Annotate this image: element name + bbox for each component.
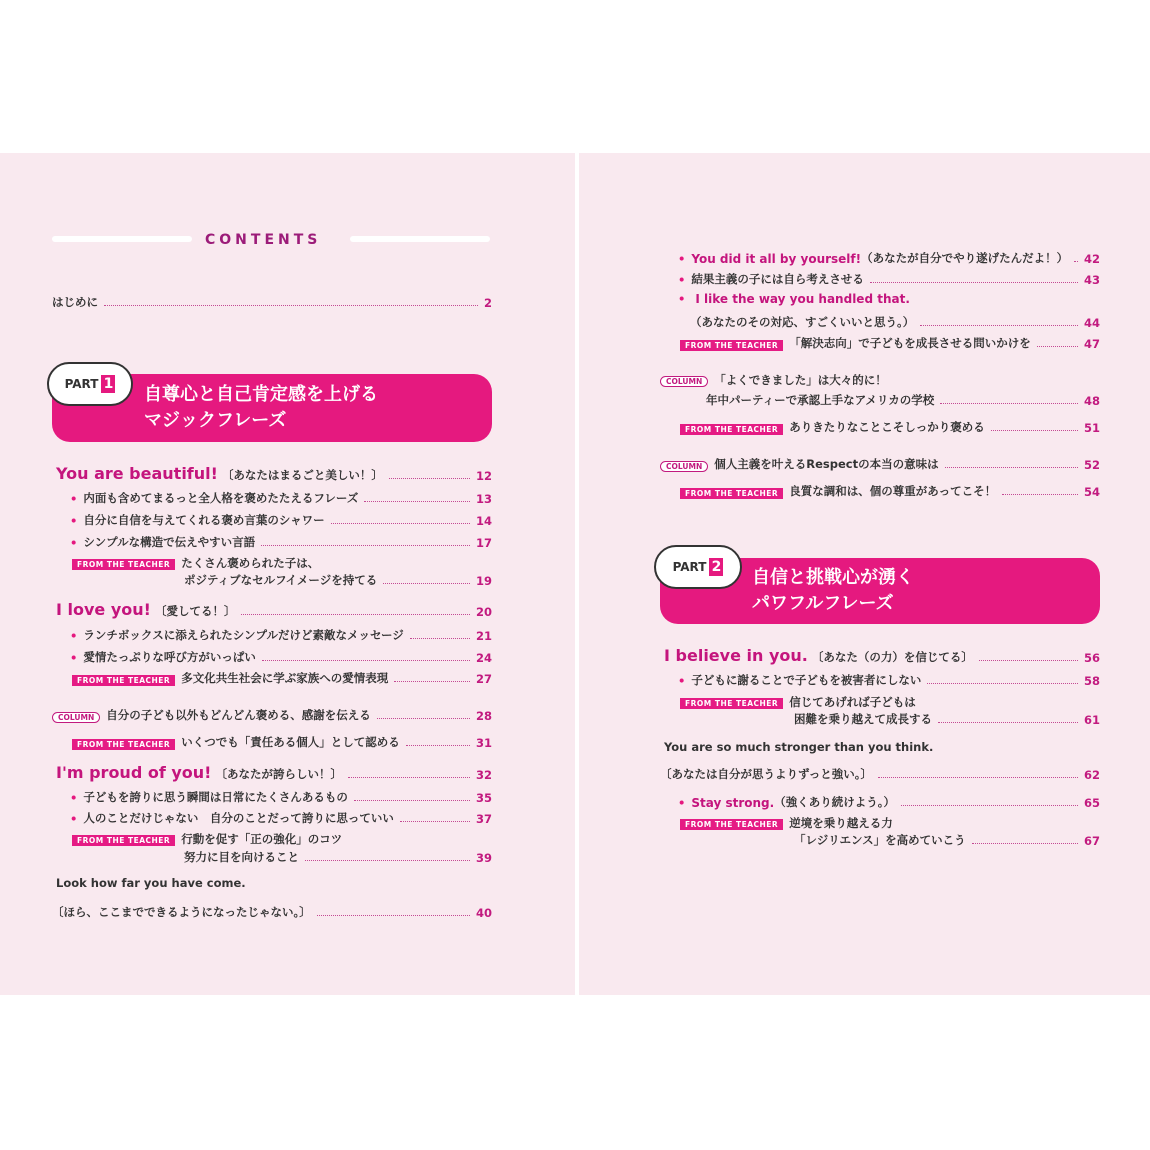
leader-dots: [354, 800, 470, 801]
page-number: 58: [1083, 674, 1100, 688]
toc-item-continued[interactable]: [52, 904, 492, 920]
leader-dots: [317, 915, 470, 916]
page-number: 2: [483, 296, 492, 310]
leader-dots: [972, 843, 1078, 844]
entry-text: • ランチボックスに添えられたシンプルだけど素敵なメッセージ: [83, 628, 404, 642]
entry-text: • 内面も含めてまるっと全人格を褒めたたえるフレーズ: [83, 491, 359, 505]
page-number: 19: [475, 574, 492, 588]
entry-text: たくさん褒められた子は、: [181, 556, 320, 570]
page-number: 43: [1083, 273, 1100, 287]
section-japanese: 〔あなたはまるごと美しい！〕: [221, 468, 383, 482]
toc-item-continued[interactable]: [690, 314, 1100, 330]
section-english: You are beautiful!: [56, 464, 218, 483]
section-english: I believe in you.: [664, 646, 808, 665]
from-teacher-tag: FROM THE TEACHER: [680, 698, 783, 709]
page-number: 21: [475, 629, 492, 643]
part1-speech-bubble: [47, 362, 133, 406]
from-teacher-entry[interactable]: [680, 815, 893, 831]
page-number: 13: [475, 492, 492, 506]
toc-section-so-much-stronger[interactable]: You are so much stronger than you think.: [664, 740, 934, 754]
from-teacher-tag: FROM THE TEACHER: [680, 488, 783, 499]
leader-dots: [331, 523, 470, 524]
leader-dots: [104, 305, 478, 306]
page-number: 28: [475, 709, 492, 723]
entry-text: 「よくできました」は大々的に！: [714, 373, 887, 387]
toc-item[interactable]: [70, 627, 492, 643]
page-number: 14: [475, 514, 492, 528]
entry-text: はじめに: [52, 295, 98, 309]
entry-text: 良質な調和は、個の尊重があってこそ！: [789, 484, 997, 498]
from-teacher-entry[interactable]: [72, 555, 319, 571]
page-number: 56: [1083, 651, 1100, 665]
entry-text: • 子どもを誇りに思う瞬間は日常にたくさんあるもの: [83, 790, 348, 804]
column-tag: COLUMN: [52, 712, 100, 723]
leader-dots: [383, 583, 470, 584]
section-japanese: 〔あなたが誇らしい！〕: [215, 767, 342, 781]
leader-dots: [389, 478, 470, 479]
toc-item[interactable]: [678, 672, 1100, 688]
part-label: PART: [64, 377, 99, 391]
from-teacher-entry[interactable]: [680, 335, 1100, 351]
toc-item-continued[interactable]: [184, 849, 492, 865]
page-number: 47: [1083, 337, 1100, 351]
leader-dots: [1037, 346, 1078, 347]
part-title-line1: 自信と挑戦心が湧く: [752, 567, 914, 588]
leader-dots: [870, 282, 1078, 283]
leader-dots: [406, 745, 470, 746]
section-japanese: 〔愛してる！〕: [154, 604, 236, 618]
toc-section-i-love-you[interactable]: [56, 600, 492, 619]
toc-item[interactable]: [70, 789, 492, 805]
page-number: 65: [1083, 796, 1100, 810]
leader-dots: [945, 467, 1078, 468]
entry-text: 逆境を乗り越える力: [789, 816, 893, 830]
leader-dots: [1002, 494, 1078, 495]
part2-speech-bubble: [654, 545, 742, 589]
leader-dots: [938, 722, 1078, 723]
leader-dots: [940, 403, 1078, 404]
entry-text: 自分の子ども以外もどんどん褒める、感謝を伝える: [106, 708, 371, 722]
entry-text: いくつでも「責任ある個人」として認める: [181, 735, 400, 749]
toc-item-continued[interactable]: [794, 832, 1100, 848]
toc-entry-intro[interactable]: [52, 294, 492, 310]
column-tag: COLUMN: [660, 461, 708, 472]
entry-text: 多文化共生社会に学ぶ家族への愛情表現: [181, 671, 389, 685]
toc-item-continued[interactable]: [184, 572, 492, 588]
column-entry[interactable]: [660, 456, 1100, 472]
from-teacher-tag: FROM THE TEACHER: [72, 559, 175, 570]
entry-text: 〔あなたは自分が思うよりずっと強い。〕: [660, 767, 873, 781]
toc-item[interactable]: [70, 512, 492, 528]
entry-text: • 自分に自信を与えてくれる褒め言葉のシャワー: [83, 513, 325, 527]
from-teacher-tag: FROM THE TEACHER: [72, 835, 175, 846]
toc-item[interactable]: [70, 490, 492, 506]
leader-dots: [991, 430, 1078, 431]
toc-item-continued[interactable]: [660, 766, 1100, 782]
leader-dots: [927, 683, 1078, 684]
page-number: 52: [1083, 458, 1100, 472]
leader-dots: [878, 777, 1078, 778]
column-entry[interactable]: [660, 372, 887, 388]
leader-dots: [262, 660, 470, 661]
from-teacher-entry[interactable]: [72, 831, 342, 847]
entry-english: • Stay strong.: [691, 796, 775, 810]
entry-text: （あなたのその対応、すごくいいと思う。）: [690, 315, 915, 329]
page-number: 62: [1083, 768, 1100, 782]
entry-text: ありきたりなことこそしっかり褒める: [789, 420, 985, 434]
page-number: 35: [475, 791, 492, 805]
leader-dots: [410, 638, 470, 639]
from-teacher-entry[interactable]: [680, 483, 1100, 499]
from-teacher-tag: FROM THE TEACHER: [680, 424, 783, 435]
from-teacher-tag: FROM THE TEACHER: [680, 340, 783, 351]
toc-section-you-are-beautiful[interactable]: [56, 464, 492, 483]
page-number: 20: [475, 605, 492, 619]
leader-dots: [364, 501, 470, 502]
toc-item[interactable]: [678, 250, 1100, 266]
leader-dots: [979, 660, 1078, 661]
page-number: 40: [475, 906, 492, 920]
entry-japanese: （強くあり続けよう。）: [774, 795, 895, 809]
part-label: PART: [672, 560, 707, 574]
leader-dots: [305, 860, 470, 861]
section-japanese: 〔あなた（の力）を信じてる〕: [811, 650, 973, 664]
page-number: 61: [1083, 713, 1100, 727]
entry-text: 個人主義を叶えるRespectの本当の意味は: [714, 457, 939, 471]
page-number: 48: [1083, 394, 1100, 408]
entry-text: • 結果主義の子には自ら考えさせる: [691, 272, 864, 286]
section-english: I love you!: [56, 600, 151, 619]
from-teacher-tag: FROM THE TEACHER: [72, 739, 175, 750]
leader-dots: [1074, 261, 1078, 262]
entry-text: 努力に目を向けること: [184, 850, 299, 864]
leader-dots: [377, 718, 470, 719]
column-tag: COLUMN: [660, 376, 708, 387]
from-teacher-entry[interactable]: [680, 694, 916, 710]
toc-item[interactable]: [678, 292, 910, 306]
from-teacher-tag: FROM THE TEACHER: [72, 675, 175, 686]
entry-text: • 愛情たっぷりな呼び方がいっぱい: [83, 650, 256, 664]
from-teacher-tag: FROM THE TEACHER: [680, 819, 783, 830]
leader-dots: [261, 545, 470, 546]
entry-english: I like the way you handled that.: [695, 292, 910, 306]
from-teacher-entry[interactable]: [680, 419, 1100, 435]
column-entry[interactable]: [52, 707, 492, 723]
leader-dots: [901, 805, 1078, 806]
from-teacher-entry[interactable]: [72, 670, 492, 686]
toc-section-i-believe-in-you[interactable]: [664, 646, 1100, 665]
entry-text: • 人のことだけじゃない 自分のことだって誇りに思っていい: [83, 811, 394, 825]
entry-text: 行動を促す「正の強化」のコツ: [181, 832, 343, 846]
part-title-line2: マジックフレーズ: [144, 410, 287, 431]
entry-text: • 子どもに謝ることで子どもを被害者にしない: [691, 673, 922, 687]
leader-dots: [348, 777, 470, 778]
toc-item[interactable]: [678, 271, 1100, 287]
heading-rule-left: [52, 236, 192, 242]
page-number: 37: [475, 812, 492, 826]
page-number: 51: [1083, 421, 1100, 435]
page-number: 39: [475, 851, 492, 865]
entry-text: 困難を乗り越えて成長する: [794, 712, 932, 726]
from-teacher-entry[interactable]: [72, 734, 492, 750]
leader-dots: [394, 681, 470, 682]
toc-item[interactable]: [70, 534, 492, 550]
entry-text: 「レジリエンス」を高めていこう: [794, 833, 966, 847]
page-number: 31: [475, 736, 492, 750]
page-number: 54: [1083, 485, 1100, 499]
page-number: 17: [475, 536, 492, 550]
page-number: 44: [1083, 316, 1100, 330]
entry-text: 「解決志向」で子どもを成長させる問いかけを: [789, 336, 1031, 350]
entry-text: • シンプルな構造で伝えやすい言語: [83, 535, 256, 549]
part-title-line2: パワフルフレーズ: [752, 593, 894, 614]
page-number: 42: [1083, 252, 1100, 266]
part-number: 1: [101, 375, 115, 393]
entry-japanese: （あなたが自分でやり遂げたんだよ！）: [861, 251, 1069, 265]
contents-heading: CONTENTS: [205, 232, 322, 248]
toc-section-im-proud-of-you[interactable]: [56, 763, 492, 782]
entry-text: 信じてあげれば子どもは: [789, 695, 916, 709]
toc-item[interactable]: [70, 649, 492, 665]
page-number: 67: [1083, 834, 1100, 848]
section-english: I'm proud of you!: [56, 763, 212, 782]
toc-item-continued[interactable]: [706, 392, 1100, 408]
page-number: 27: [475, 672, 492, 686]
toc-item[interactable]: [678, 794, 1100, 810]
page-number: 32: [475, 768, 492, 782]
entry-text: ポジティブなセルフイメージを持てる: [184, 573, 378, 587]
toc-item[interactable]: [70, 810, 492, 826]
leader-dots: [241, 614, 470, 615]
toc-item-continued[interactable]: [794, 711, 1100, 727]
leader-dots: [400, 821, 470, 822]
leader-dots: [920, 325, 1078, 326]
entry-english: • You did it all by yourself!: [691, 252, 862, 266]
page-number: 24: [475, 651, 492, 665]
entry-text: 年中パーティーで承認上手なアメリカの学校: [706, 393, 935, 407]
page-number: 12: [475, 469, 492, 483]
heading-rule-right: [350, 236, 490, 242]
toc-section-look-how-far[interactable]: Look how far you have come.: [56, 876, 246, 890]
part-title-line1: 自尊心と自己肯定感を上げる: [144, 384, 378, 405]
part-number: 2: [709, 558, 723, 576]
entry-text: 〔ほら、ここまでできるようになったじゃない。〕: [52, 905, 311, 919]
